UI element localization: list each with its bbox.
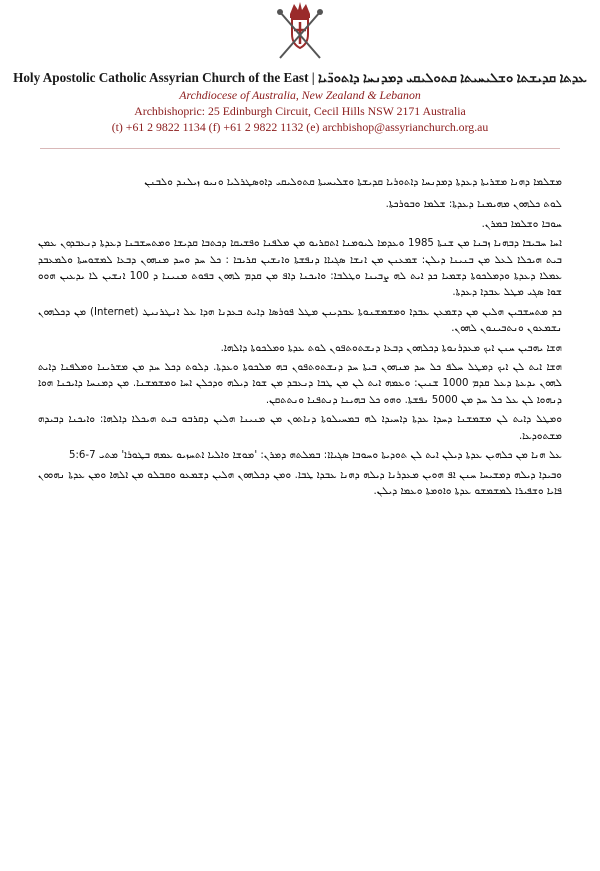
body-paragraph: ܚܘܒܐ ܘܫܠܡܐ ܒܡܪܢ.	[481, 218, 562, 230]
letter-body	[38, 175, 562, 865]
body-paragraph: ܗܫܐ ܝܗܒܝܢ ܚܢܢ ܐܝܟ ܡܥܕܪܢܘܬܐ ܕܟܠܗܘܢ ܕܒܥܐ ܕܢܫܬܘܬܦܘܢ ܠܘܬ ܥܕܬܐ ܘܡܠܟܘܬܐ ܕܐܠܗܐ.	[220, 342, 562, 354]
church-crest-icon	[268, 0, 332, 64]
body-paragraph: ܠܘܬ ܟܠܗܘܢ ܡܗܝܡܢܐ ܕܥܕܬܐ: ܫܠܡܐ ܘܒܘܪܟܬܐ.	[385, 199, 562, 211]
body-paragraph: ܗܫܐ ܐܝܬ ܠܢ ܐܝܟ ܕܡܛܠ ܚܠܦ ܟܠ ܚܕ ܡܢܗܘܢ ܒܝܬܐ ܚܕ ܕܢܫܬܘܬܦܘܢ ܒܗ ܡܠܟܘܬܐ ܘܥܕܬܐ. ܕܠܘܬ ܕܟܠ ܚܕ ܡܢ ܡܫܪܝܢܐ ܘܡܠܦܢܐ ܕܐܝܬ ܠܗܘܢ ܝܕܥܬܐ ܕܥܠ ܩܕܡ 1000 ܫܢܝܢ: ܘܥܡܗ ܐܝܬ ܠܢ ܡܢ ܛܒܐ ܕܢܥܒܕ ܡܢ ܫܘܐ ܕܝܠܗ ܘܕܟܠܢ ܐܚܐ ܘܡܫܡܫܢܐ. ܡܢ ܕܡܢܚܐ ܕܐܝܟܢܐ ܗܘܐ ܕܢܗܘܐ ܠܢ ܥܠ ܟܠ ܚܕ ܡܢ 5000 ܢܦܫܬܐ. ܘܗܘ ܟܠ ܒܗܝܢܐ ܕܢܬܦܢܐ ܘܢܬܬܩܢ.	[38, 362, 562, 406]
address-line: Archbishopric: 25 Edinburgh Circuit, Cecil Hills NSW 2171 Australia	[134, 104, 466, 118]
organization-name-syriac: ܥܕܬܐ ܩܕܝܫܬܐ ܘܫܠܝܚܝܬܐ ܩܬܘܠܝܩܝ ܕܡܕܢܚܐ ܕܐܬܘܖ̈ܝܐ	[317, 70, 587, 85]
organization-name	[0, 70, 600, 86]
name-separator: |	[311, 70, 315, 85]
organization-name-english: Holy Apostolic Catholic Assyrian Church of the East	[13, 70, 309, 85]
header-divider	[40, 148, 560, 149]
archdiocese-line: Archdiocese of Australia, New Zealand & Lebanon	[179, 88, 421, 102]
body-paragraph: ܡܫܠܡܐ ܕܗܢܐ ܡܫܪܝܬܐ ܕܥܕܬܐ ܕܡܕܢܚܐ ܕܐܬܘܪܝܐ ܩܕܝܫܬܐ ܘܫܠܝܚܝܬܐ ܩܬܘܠܝܩܝ ܕܐܘܣܛܪܠܝܐ ܘܢܝܘ ܙܝܠܢܕ ܘܠܒܢܢ	[144, 177, 562, 188]
body-paragraph: ܐܚܐ ܚܒܝܒܐ ܕܒܗܢܐ ܙܒܢܐ ܡܢ ܫܢܬܐ 1985 ܘܥܕܡܐ ܠܝܘܡܢܐ ܐܬܩܪܝܘ ܡܢ ܡܠܦܢܐ ܘܦܫܝܩܐ ܕܟܬܒܐ ܩܕܝܫܐ ܘܡܬܚܫܒܢܐ ܕܥܕܬܐ ܕܢܥܒܕܘܢ ܥܡܢ ܒܝܬ ܗܝܟܠܐ ܠܥܠ ܡܢ ܒܢܝܢܐ ܕܝܠܢ: ܫܡܥܢܢ ܡܢ ܐܢܫܐ ܣܓܝܐܐ ܕܢܦܫܬܐ ܘܐܢܫܝܢ ܩܪܝܒܐ : ܟܠ ܚܕ ܘܚܕ ܡܢܗܘܢ ܕܒܥܐ ܠܡܫܘܚܬܐ ܘܠܡܥܒܕ ܥܡܠܐ ܕܥܕܬܐ ܘܕܡܠܟܘܬܐ ܕܫܡܝܐ ܟܕ ܐܝܬ ܠܗ ܨܒܝܢܐ ܘܛܠܒܐ: ܘܐܝܟܢܐ ܕܐܦ ܡܢ ܩܕܡ ܠܗܘܢ ܒܦܘܬ ܡܢܝܢܐ ܕ 100 ܐܢܫܝܢ ܠܐ ܝܕܥܝܢ ܗܘܘ ܫܘܐ ܣܓܝ ܡܛܠ ܥܒܕܐ ܕܥܕܬܐ.	[38, 238, 562, 299]
body-paragraph: ܥܠ ܗܢܐ ܡܢ ܟܠܗܝܢ ܥܕܬܐ ܕܝܠܢ ܐܝܬ ܠܢ ܬܘܕܝܬܐ ܘܚܘܒܐ ܣܓܝܐܐ: ܒܡܠܬܗ ܕܡܪܢ: 'ܡܘܫܐ ܘܐܠܝܐ ܐܬܚܙܝܘ ܥܡܗ ܒܛܘܪܐ' ܡܬܝ 7-5:6	[69, 450, 562, 462]
contact-line: (t) +61 2 9822 1134 (f) +61 2 9822 1132 (e) archbishop@assyrianchurch.org.au	[111, 120, 489, 134]
body-paragraph: ܘܡܛܠ ܕܐܝܬ ܠܢ ܡܫܡܫܢܐ ܕܚܕܐ ܥܕܬܐ ܕܐܚܝܕܐ ܠܗ ܒܡܚܝܠܘܬܐ ܕܢܐܬܘܢ ܡܢ ܡܢܝܢܐ ܗܠܝܢ ܕܩܪܒܘ ܒܝܬ ܗܝܟܠܐ ܕܐܠܗܐ: ܘܐܝܟܢܐ ܕܒܝܕܗ ܡܫܬܘܕܥܐ.	[38, 414, 562, 442]
body-paragraph: ܟܕ ܡܬܚܫܒܝܢ ܗܠܝܢ ܡܢ ܕܫܡܥܢ ܥܒܕܐ ܘܡܫܡܫܢܘܬܐ ܥܒܕܝܢܢ ܡܛܠ ܦܘܪܣܐ ܕܐܝܬ ܒܥܕܢܐ ܗܕܐ ܥܠ ܐܢܛܪܢܝܛ (Internet) ܡܢ ܕܟܠܗܘܢ ܢܫܡܥܘܢ ܘܢܬܒܝܢܘܢ ܠܗܘܢ.	[38, 306, 562, 335]
letterhead	[0, 0, 600, 140]
body-paragraph: ܘܒܝܕܐ ܕܝܠܗ ܕܡܫܝܚܐ ܚܢܢ ܐܦ ܗܘܝܢ ܡܥܕܪܢܐ ܕܝܠܗ ܕܗܢܐ ܥܒܕܐ ܛܒܐ. ܘܡܢ ܕܟܠܗܘܢ ܗܠܝܢ ܕܫܡܥܘ ܘܩܒܠܘ ܡܢ ܐܠܗܐ ܘܡܢ ܥܕܬܐ ܢܗܘܘܢ ܦܐܝܐ ܘܫܦܝܪܐ ܠܡܫܡܫܘ ܥܕܬܐ ܘܐܘܡܬܐ ܘܥܡܐ ܕܝܠܢ.	[38, 469, 562, 497]
